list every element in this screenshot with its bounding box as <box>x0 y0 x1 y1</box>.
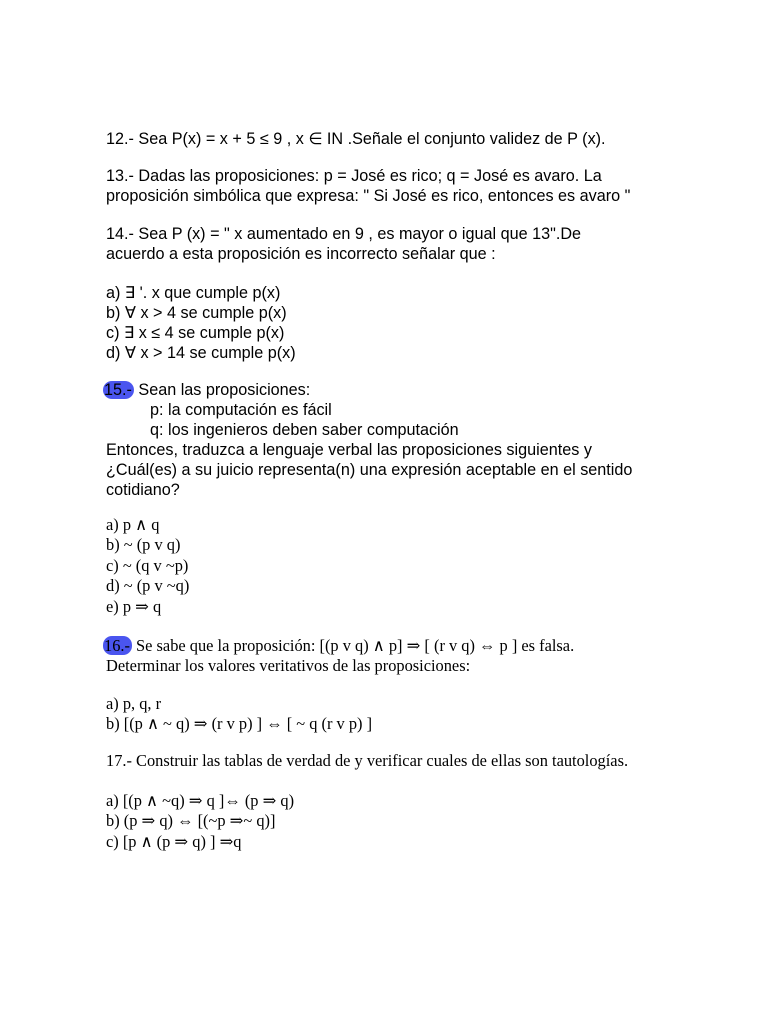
question-15-number-highlight: 15.- <box>104 381 132 399</box>
question-17-option-b: b) (p ⇒ q) ⇔ [(~p ⇒~ q)] <box>106 811 276 831</box>
question-16-options <box>106 694 684 735</box>
question-17 <box>106 751 684 771</box>
question-15-options <box>106 515 684 617</box>
question-16-statement: Se sabe que la proposición: [(p v q) ∧ p] ⇒ [ (r v q) ⇔ p ] es falsa. <box>131 636 575 655</box>
question-12 <box>106 129 684 149</box>
question-15 <box>106 380 684 500</box>
question-17-text: 17.- Construir las tablas de verdad de y verificar cuales de ellas son tautologías. <box>106 751 629 770</box>
question-15-heading <box>106 380 684 400</box>
question-15-option-d: d) ~ (p v ~q) <box>106 576 190 596</box>
question-15-body-line-3: cotidiano? <box>106 481 180 499</box>
question-16-option-b: b) [(p ∧ ~ q) ⇒ (r v p) ] ⇔ [ ~ q (r v p) ] <box>106 714 373 734</box>
question-15-prop-p: p: la computación es fácil <box>150 401 332 419</box>
question-17-options <box>106 791 684 852</box>
question-13-line-2: proposición simbólica que expresa: " Si José es rico, entonces es avaro " <box>106 187 631 205</box>
question-15-title: Sean las proposiciones: <box>133 381 311 399</box>
question-14-line-1: 14.- Sea P (x) = " x aumentado en 9 , es mayor o igual que 13".De <box>106 225 582 243</box>
question-14-option-a: a) ∃ '. x que cumple p(x) <box>106 284 281 302</box>
question-16-line-2: Determinar los valores veritativos de las proposiciones: <box>106 656 471 676</box>
question-17-option-c: c) [p ∧ (p ⇒ q) ] ⇒q <box>106 831 242 851</box>
question-12-text: 12.- Sea P(x) = x + 5 ≤ 9 , x ∈ IN .Señale el conjunto validez de P (x). <box>106 130 606 148</box>
question-15-option-b: b) ~ (p v q) <box>106 535 181 555</box>
question-14-option-c: c) ∃ x ≤ 4 se cumple p(x) <box>106 324 285 342</box>
question-15-prop-q: q: los ingenieros deben saber computación <box>150 421 459 439</box>
question-15-option-c: c) ~ (q v ~p) <box>106 555 189 575</box>
question-14-line-2: acuerdo a esta proposición es incorrecto señalar que : <box>106 245 496 263</box>
question-16-option-a: a) p, q, r <box>106 694 162 713</box>
question-13-line-1: 13.- Dadas las proposiciones: p = José es rico; q = José es avaro. La <box>106 167 602 185</box>
question-15-body-line-2: ¿Cuál(es) a su juicio representa(n) una expresión aceptable en el sentido <box>106 461 633 479</box>
question-14-option-d: d) ∀ x > 14 se cumple p(x) <box>106 344 296 362</box>
question-17-option-a: a) [(p ∧ ~q) ⇒ q ]⇔ (p ⇒ q) <box>106 791 295 810</box>
question-16 <box>106 636 684 677</box>
question-14 <box>106 224 684 264</box>
question-13 <box>106 166 684 206</box>
question-15-body-line-1: Entonces, traduzca a lenguaje verbal las proposiciones siguientes y <box>106 441 592 459</box>
question-16-line-1 <box>106 636 684 656</box>
question-14-option-b: b) ∀ x > 4 se cumple p(x) <box>106 304 287 322</box>
question-14-options <box>106 283 684 363</box>
question-15-option-e: e) p ⇒ q <box>106 596 162 616</box>
question-16-number-highlight: 16.- <box>104 636 130 655</box>
question-15-option-a: a) p ∧ q <box>106 515 160 534</box>
